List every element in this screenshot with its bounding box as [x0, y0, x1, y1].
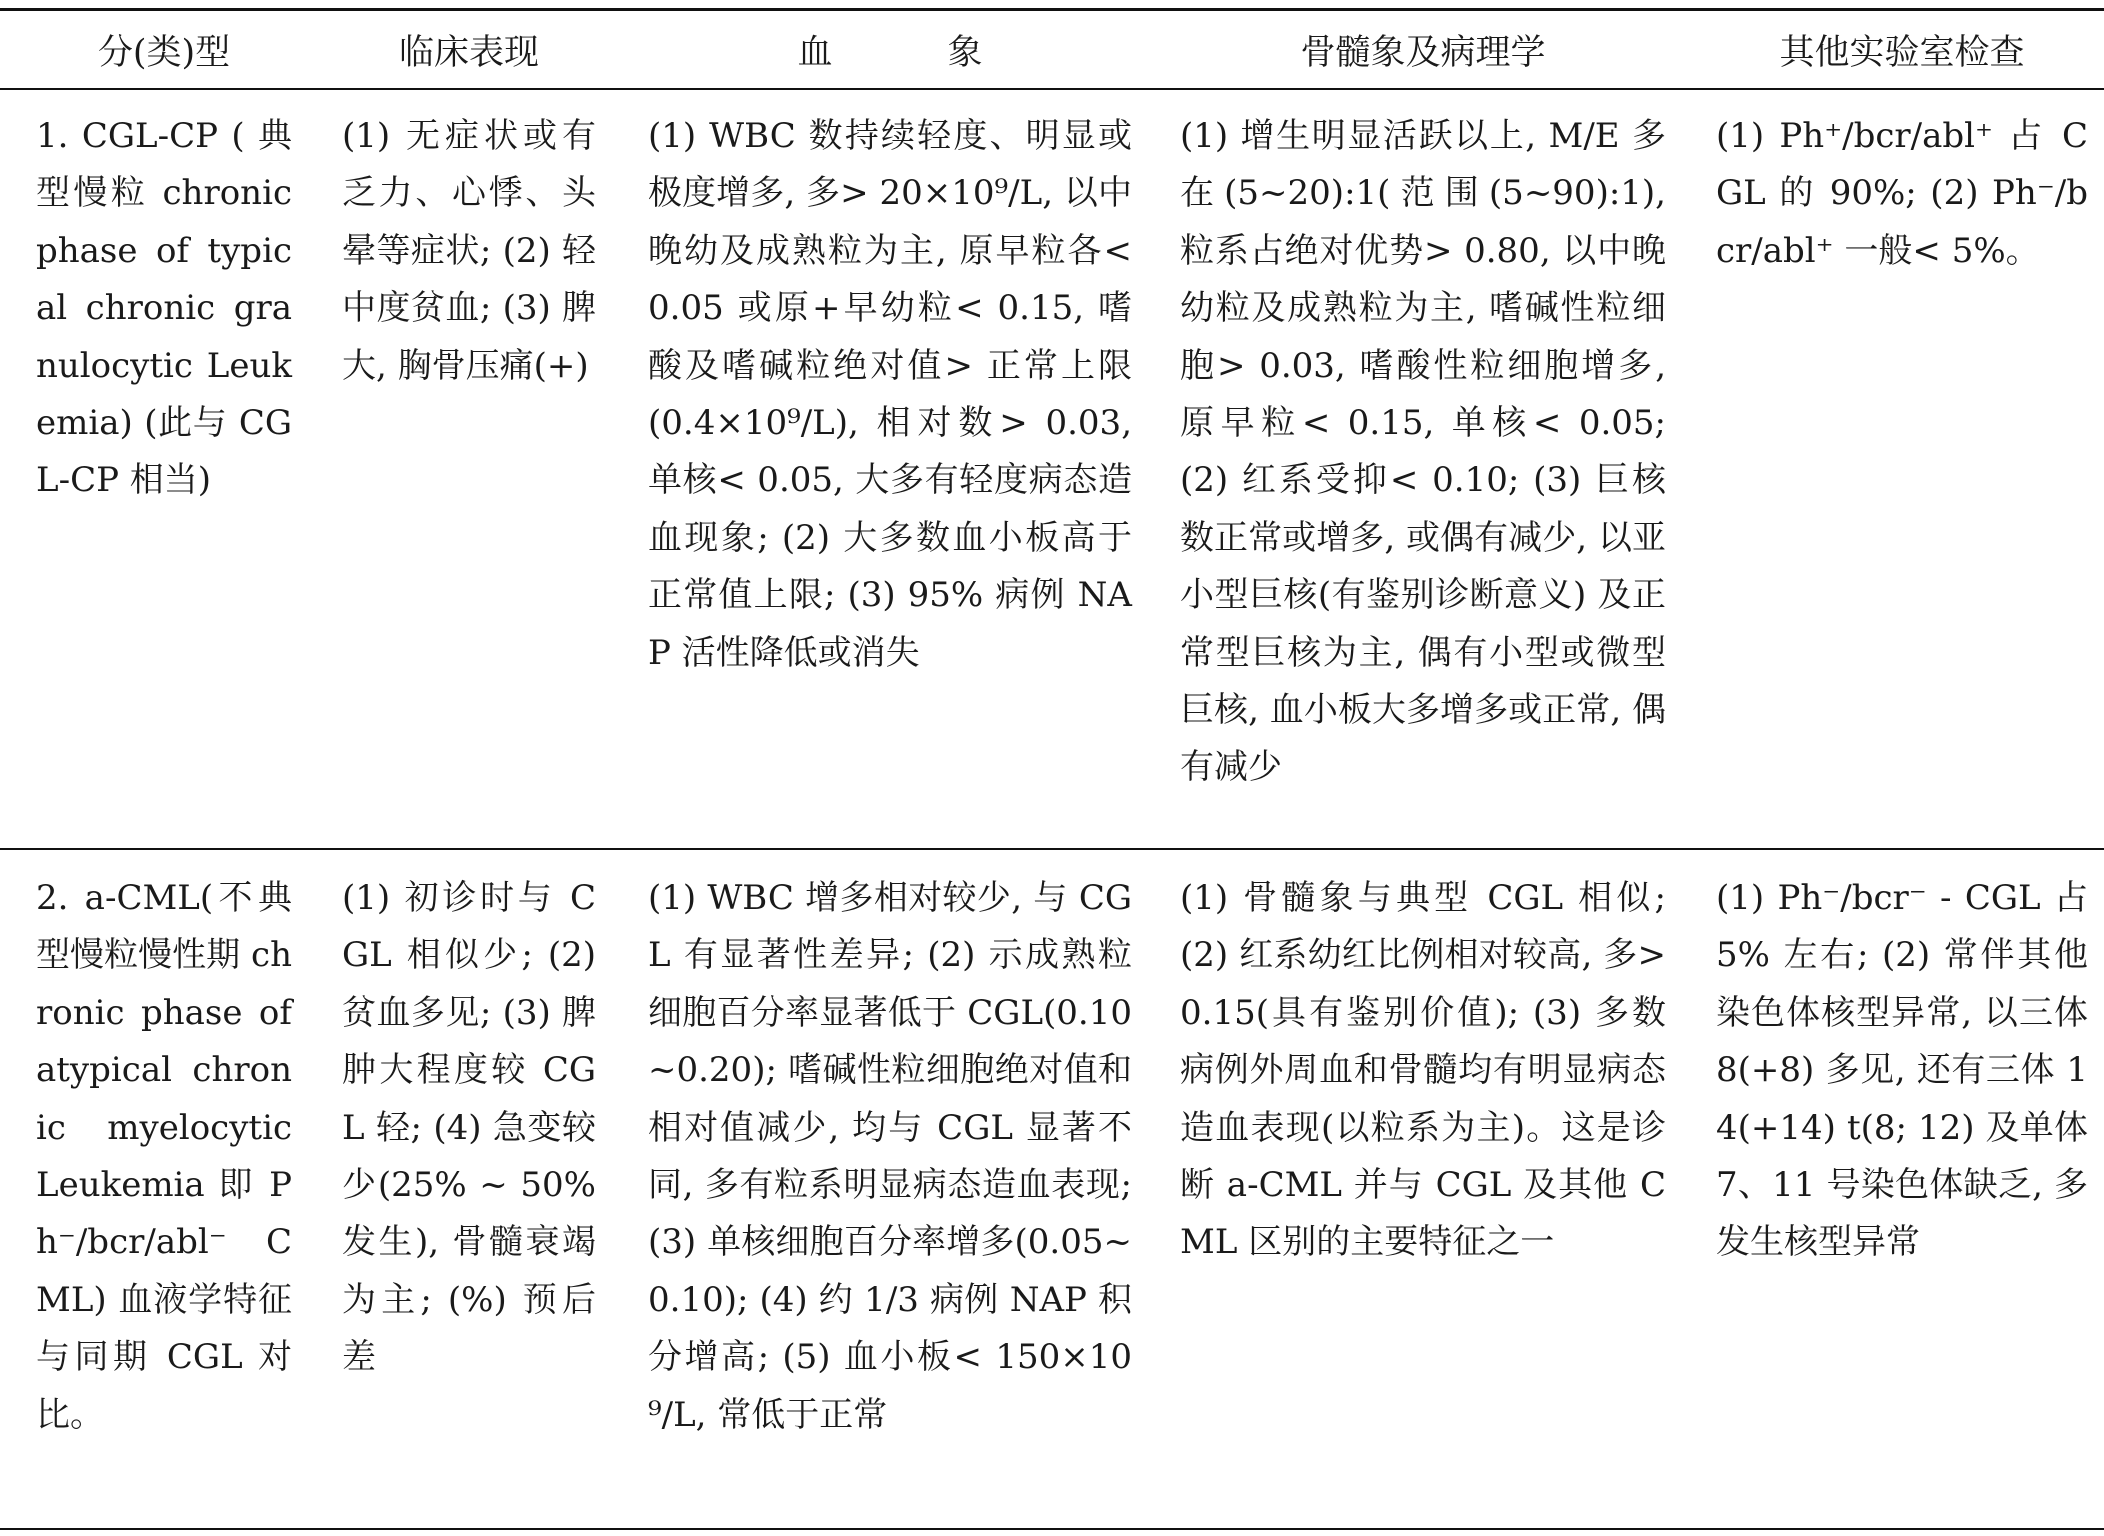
row2-type: 2. a-CML(不典型慢粒慢性期 chronic phase of atypical chronic myelocytic Leukemia 即 Ph⁻/bcr/abl⁻ CML) 血液学特征与同期 CGL 对比。 [36, 878, 292, 1435]
row1-clinical: (1) 无症状或有乏力、心悸、头晕等症状; (2) 轻中度贫血; (3) 脾大, 胸骨压痛(+) [342, 116, 596, 386]
row2-marrow: (1) 骨髓象与典型 CGL 相似; (2) 红系幼红比例相对较高, 多> 0.15(具有鉴别价值); (3) 多数病例外周血和骨髓均有明显病态造血表现(以粒系为主)。这是诊断 a-CML 并与 CGL 及其他 CML 区别的主要特征之一 [1180, 878, 1666, 1263]
row-divider-rule [0, 848, 2104, 850]
row2-blood: (1) WBC 增多相对较少, 与 CGL 有显著性差异; (2) 示成熟粒细胞百分率显著低于 CGL(0.10~0.20); 嗜碱性粒细胞绝对值和相对值减少, 均与 CGL 显著不同, 多有粒系明显病态造血表现; (3) 单核细胞百分率增多(0.05~0.10); (4) 约 1/3 病例 NAP 积分增高; (5) 血小板< 150×10⁹/L, 常低于正常 [648, 878, 1132, 1435]
row1-blood: (1) WBC 数持续轻度、明显或极度增多, 多> 20×10⁹/L, 以中晚幼及成熟粒为主, 原早粒各< 0.05 或原+早幼粒< 0.15, 嗜酸及嗜碱粒绝对值> 正常上限(0.4×10⁹/L), 相对数> 0.03, 单核< 0.05, 大多有轻度病态造血现象; (2) 大多数血小板高于正常值上限; (3) 95% 病例 NAP 活性降低或消失 [648, 116, 1132, 673]
header-rule [0, 88, 2104, 90]
header-marrow: 骨髓象及病理学 [1300, 33, 1546, 73]
header-blood: 血 象 [797, 33, 1023, 73]
row1-marrow: (1) 增生明显活跃以上, M/E 多在(5~20):1(范围(5~90):1), 粒系占绝对优势> 0.80, 以中晚幼粒及成熟粒为主, 嗜碱性粒细胞> 0.03, 嗜酸性粒细胞增多, 原早粒< 0.15, 单核< 0.05; (2) 红系受抑< 0.10; (3) 巨核数正常或增多, 或偶有减少, 以亚小型巨核(有鉴别诊断意义) 及正常型巨核为主, 偶有小型或微型巨核, 血小板大多增多或正常, 偶有减少 [1180, 116, 1666, 788]
row2-other: (1) Ph⁻/bcr⁻ - CGL 占 5% 左右; (2) 常伴其他染色体核型异常, 以三体 8(+8) 多见, 还有三体 14(+14) t(8; 12) 及单体 7、11 号染色体缺乏, 多发生核型异常 [1716, 878, 2088, 1263]
row2-clinical: (1) 初诊时与 CGL 相似少; (2) 贫血多见; (3) 脾肿大程度较 CGL 轻; (4) 急变较少(25% ~ 50% 发生), 骨髓衰竭为主; (%) 预后差 [342, 878, 596, 1378]
table-bottom-rule [0, 1528, 2104, 1530]
header-other-lab: 其他实验室检查 [1779, 33, 2025, 73]
row1-other: (1) Ph⁺/bcr/abl⁺ 占 CGL 的 90%; (2) Ph⁻/bcr/abl⁺ 一般< 5%。 [1716, 116, 2088, 271]
row1-type: 1. CGL-CP ( 典型慢粒 chronic phase of typical chronic granulocytic Leukemia) (此与 CGL-CP 相当) [36, 116, 292, 501]
header-type: 分(类)型 [97, 33, 231, 73]
header-clinical: 临床表现 [398, 33, 539, 73]
